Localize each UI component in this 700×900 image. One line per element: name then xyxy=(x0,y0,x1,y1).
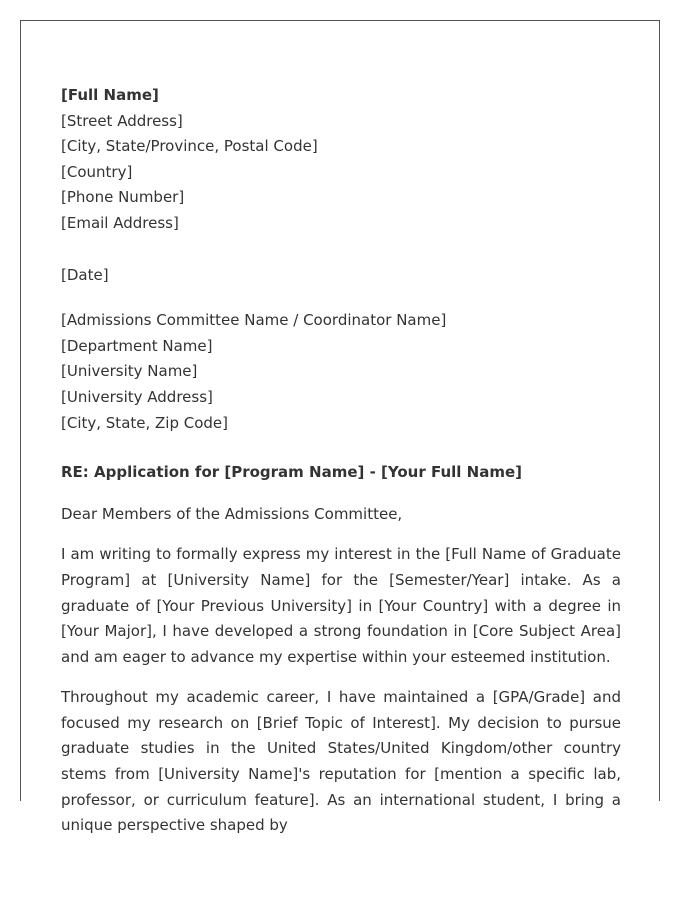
sender-full-name: [Full Name] xyxy=(61,86,159,104)
sender-street: [Street Address] xyxy=(61,111,183,130)
recipient-address: [University Address] xyxy=(61,387,213,406)
sender-email: [Email Address] xyxy=(61,213,179,232)
body-paragraph: Throughout my academic career, I have maintained a [GPA/Grade] and focused my research on [Brief Topic of Interest]. My decision to pursue graduate studies in the United States/United Kingdom/other country stems from [University Name]'s reputation for [mention a specific lab, professor, or curriculum feature]. As an international student, I bring a unique perspective shaped by xyxy=(61,688,621,835)
sender-phone: [Phone Number] xyxy=(61,188,185,207)
subject-line: RE: Application for [Program Name] - [Your Full Name] xyxy=(61,463,522,482)
body-paragraph: I am writing to formally express my interest in the [Full Name of Graduate Program] at [University Name] for the [Semester/Year] intake. As a graduate of [Your Previous University] in [Your Country] with a degree in [Your Major], I have developed a strong foundation in [Core Subject Area] and am eager to advance my expertise within your esteemed institution. xyxy=(61,545,621,666)
letter-date: [Date] xyxy=(61,265,109,284)
recipient-block xyxy=(61,308,621,436)
salutation: Dear Members of the Admissions Committee, xyxy=(61,504,403,523)
recipient-committee: [Admissions Committee Name / Coordinator Name] xyxy=(61,311,447,330)
sender-block xyxy=(61,83,621,237)
sender-country: [Country] xyxy=(61,162,133,181)
recipient-city-line: [City, State, Zip Code] xyxy=(61,413,229,432)
recipient-department: [Department Name] xyxy=(61,336,213,355)
sender-city-line: [City, State/Province, Postal Code] xyxy=(61,137,318,156)
letter-body xyxy=(61,83,621,839)
recipient-university: [University Name] xyxy=(61,362,198,381)
letter-page xyxy=(20,20,660,835)
